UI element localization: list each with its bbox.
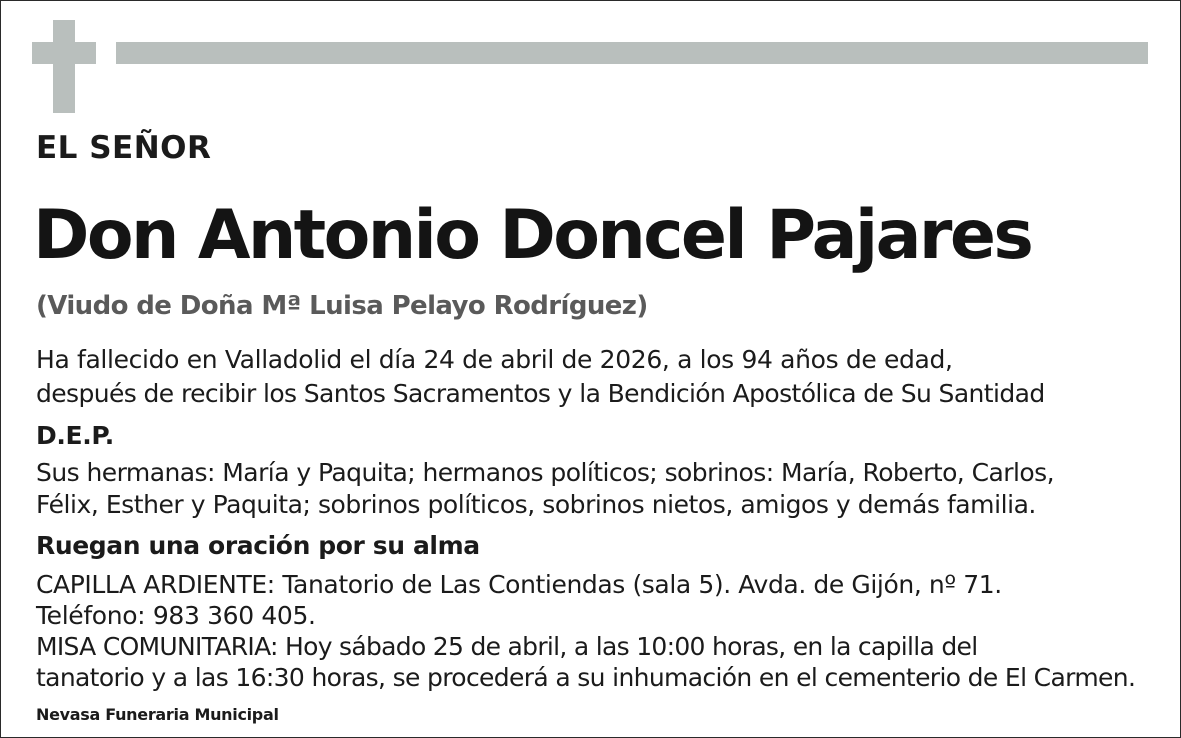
widower-subtitle: (Viudo de Doña Mª Luisa Pelayo Rodríguez)	[36, 291, 648, 321]
family-line-2: Félix, Esther y Paquita; sobrinos políticos, sobrinos nietos, amigos y demás familia.	[36, 490, 1036, 519]
rip-label: D.E.P.	[36, 421, 114, 450]
mass-line-2: tanatorio y a las 16:30 horas, se procederá a su inhumación en el cementerio de El Carmen.	[36, 663, 1136, 692]
phone-line: Teléfono: 983 360 405.	[36, 601, 316, 630]
deceased-name: Don Antonio Doncel Pajares	[33, 196, 1032, 275]
prayer-request: Ruegan una oración por su alma	[36, 531, 480, 560]
cross-icon-vertical	[53, 20, 75, 113]
family-line-1: Sus hermanas: María y Paquita; hermanos políticos; sobrinos: María, Roberto, Carlos,	[36, 458, 1055, 487]
funeral-home-name: Nevasa Funeraria Municipal	[36, 705, 279, 724]
death-announcement-line-1: Ha fallecido en Valladolid el día 24 de abril de 2026, a los 94 años de edad,	[36, 345, 953, 374]
mass-line-1: MISA COMUNITARIA: Hoy sábado 25 de abril, a las 10:00 horas, en la capilla del	[36, 632, 978, 661]
death-announcement-line-2: después de recibir los Santos Sacramentos y la Bendición Apostólica de Su Santidad	[36, 379, 1045, 408]
header-divider-bar	[116, 42, 1148, 64]
title-label: EL SEÑOR	[36, 130, 212, 166]
cross-icon-horizontal	[32, 42, 96, 64]
chapel-line: CAPILLA ARDIENTE: Tanatorio de Las Contiendas (sala 5). Avda. de Gijón, nº 71.	[36, 570, 1002, 599]
